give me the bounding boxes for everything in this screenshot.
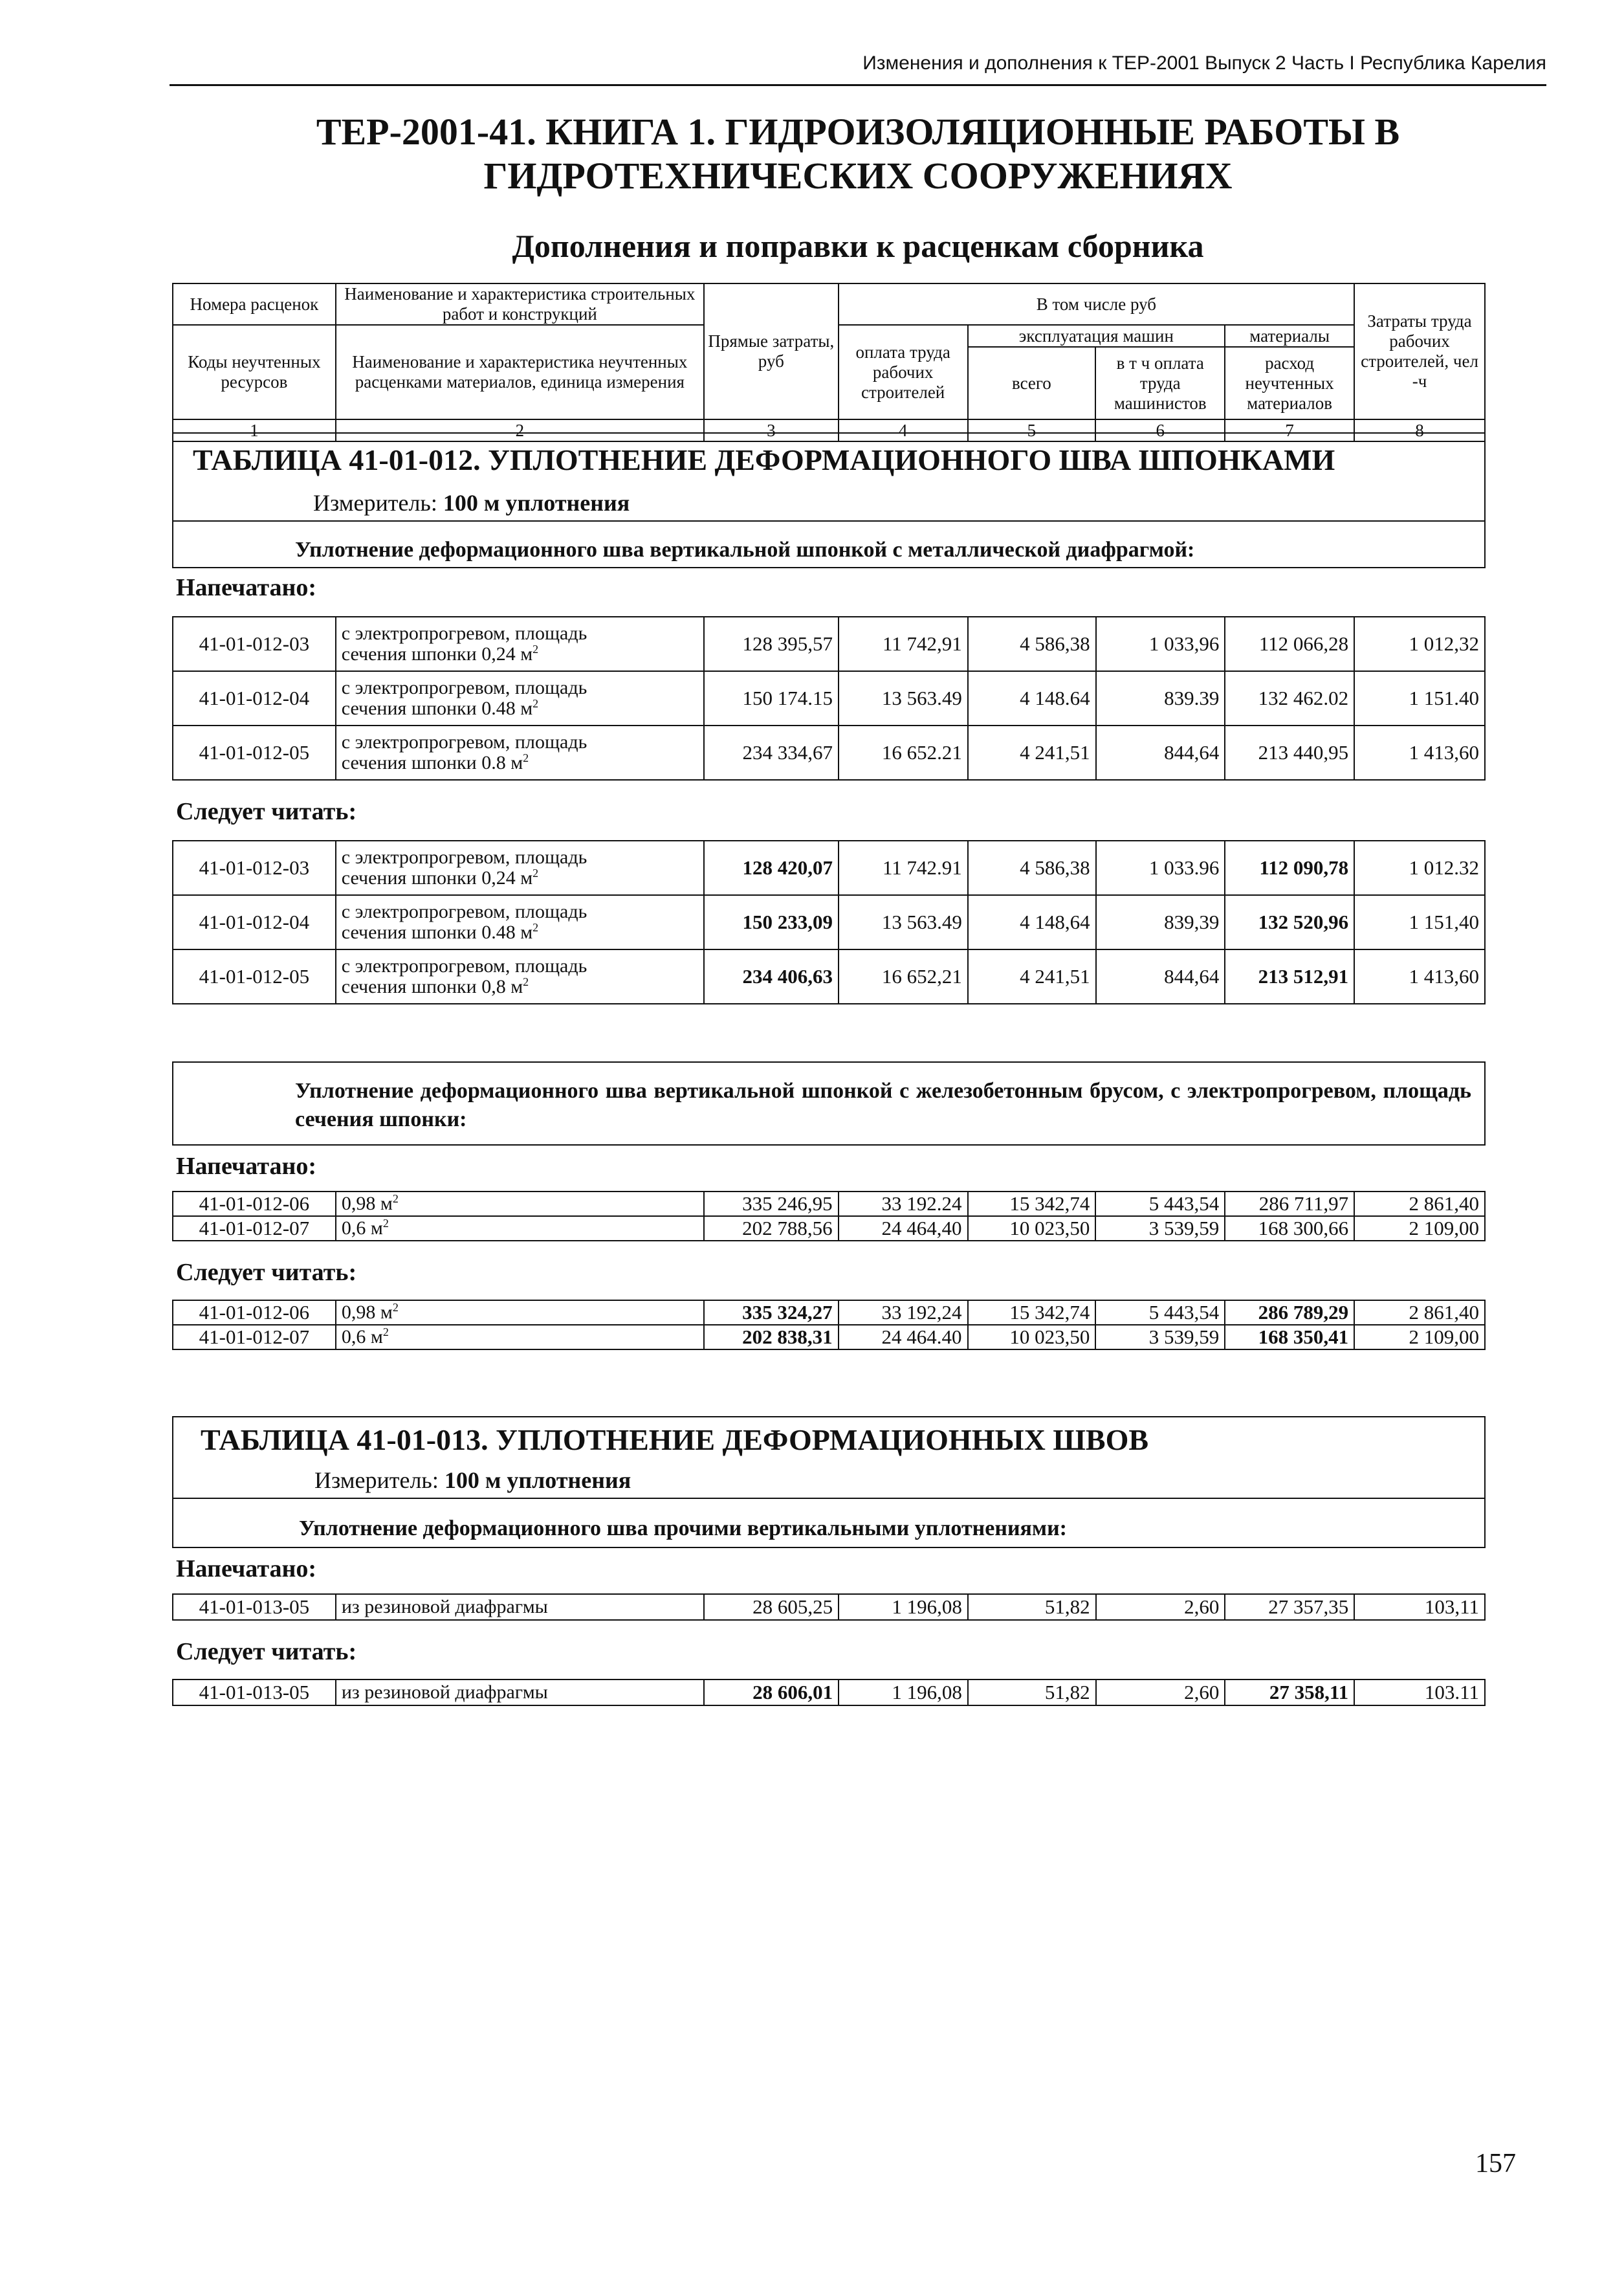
col-num: 4 [839, 419, 968, 441]
cell-rate-code: 41-01-012-03 [173, 841, 336, 895]
cell-machines-total: 4 241,51 [968, 949, 1096, 1004]
cell-description [336, 841, 704, 895]
table-row [173, 726, 1485, 780]
area-unit: м [520, 867, 533, 889]
cell-machines-total: 51,82 [968, 1680, 1096, 1705]
area-value: 0.48 [481, 922, 516, 943]
table-row [173, 1192, 1485, 1216]
area-value: 0,6 [341, 1326, 366, 1347]
col-num: 2 [336, 419, 704, 441]
area-unit-power: 2 [532, 921, 539, 934]
cell-rate-code: 41-01-013-05 [173, 1680, 336, 1705]
table-row [173, 841, 1485, 895]
cell-direct-costs: 234 406,63 [704, 949, 839, 1004]
cell-worker-pay: 16 652,21 [839, 949, 968, 1004]
cell-machinist-pay: 2,60 [1096, 1680, 1225, 1705]
cell-materials: 213 512,91 [1225, 949, 1354, 1004]
table-row [173, 1325, 1485, 1349]
area-unit: м [370, 1326, 383, 1347]
cell-labor: 1 151,40 [1354, 895, 1485, 949]
area-unit-power: 2 [523, 751, 529, 764]
header-labor: Затраты труда рабочих строителей, чел -ч [1354, 283, 1485, 419]
area-unit: м [520, 922, 533, 943]
table-row [173, 949, 1485, 1004]
cell-labor: 103,11 [1354, 1594, 1485, 1620]
area-value: 0,6 [341, 1217, 366, 1239]
area-unit-power: 2 [532, 643, 539, 656]
header-material-usage: расход неучтенных материалов [1225, 347, 1354, 419]
cell-worker-pay: 1 196,08 [839, 1594, 968, 1620]
desc-line-1: с электропрогревом, площадь [341, 901, 587, 922]
header-work-name: Наименование и характеристика строительных работ и конструкций [336, 283, 704, 325]
cell-description [336, 1300, 704, 1325]
cell-labor: 1 151.40 [1354, 671, 1485, 726]
cell-rate-code: 41-01-012-06 [173, 1300, 336, 1325]
table-013-title: ТАБЛИЦА 41-01-013. УПЛОТНЕНИЕ ДЕФОРМАЦИОННЫХ ШВОВ [201, 1423, 1149, 1456]
cell-description [336, 1216, 704, 1241]
running-head: Изменения и дополнения к ТЕР-2001 Выпуск 2 Часть I Республика Карелия [170, 50, 1546, 86]
cell-labor: 2 109,00 [1354, 1216, 1485, 1241]
printed-label: Напечатано: [176, 574, 316, 601]
cell-labor: 1 413,60 [1354, 949, 1485, 1004]
cell-worker-pay: 33 192,24 [839, 1300, 968, 1325]
printed-label: Напечатано: [176, 1153, 316, 1180]
cell-machinist-pay: 839.39 [1096, 671, 1225, 726]
area-unit-power: 2 [392, 1192, 399, 1205]
header-resource-codes: Коды неучтенных ресурсов [173, 325, 336, 419]
cell-machinist-pay: 839,39 [1096, 895, 1225, 949]
cell-materials: 112 066,28 [1225, 617, 1354, 671]
section3-read-table [172, 1679, 1486, 1706]
cell-rate-code: 41-01-012-04 [173, 895, 336, 949]
cell-materials: 168 300,66 [1225, 1216, 1354, 1241]
measure-value: 100 м уплотнения [444, 1467, 631, 1493]
cell-rate-code: 41-01-013-05 [173, 1594, 336, 1620]
table-013-subheading: Уплотнение деформационного шва прочими вертикальными уплотнениями: [299, 1516, 1067, 1540]
table-row [173, 671, 1485, 726]
area-unit: м [380, 1193, 393, 1214]
desc-line-2: сечения шпонки [341, 922, 477, 943]
area-value: 0.48 [481, 698, 516, 719]
col-num: 7 [1225, 419, 1354, 441]
cell-direct-costs: 28 605,25 [704, 1594, 839, 1620]
page-number: 157 [1475, 2149, 1516, 2179]
table-row [173, 895, 1485, 949]
cell-description [336, 1325, 704, 1349]
cell-worker-pay: 1 196,08 [839, 1680, 968, 1705]
section2-subheading: Уплотнение деформационного шва вертикальной шпонкой с железобетонным брусом, с электропрогревом, площадь сечения шпонки: [295, 1079, 1471, 1131]
area-value: 0,98 [341, 1193, 376, 1214]
cell-rate-code: 41-01-012-07 [173, 1325, 336, 1349]
page-title [170, 110, 1546, 198]
desc-line-1: с электропрогревом, площадь [341, 955, 587, 977]
table-012-measure [313, 489, 630, 516]
cell-worker-pay: 33 192.24 [839, 1192, 968, 1216]
cell-worker-pay: 13 563.49 [839, 671, 968, 726]
area-unit: м [380, 1302, 393, 1323]
area-unit: м [370, 1217, 383, 1239]
cell-description [336, 1192, 704, 1216]
col-num: 6 [1095, 419, 1225, 441]
area-unit-power: 2 [523, 975, 529, 988]
cell-machinist-pay: 3 539,59 [1095, 1216, 1225, 1241]
cell-materials: 168 350,41 [1225, 1325, 1354, 1349]
cell-materials: 286 789,29 [1225, 1300, 1354, 1325]
cell-worker-pay: 24 464,40 [839, 1216, 968, 1241]
cell-machines-total: 4 148.64 [968, 671, 1096, 726]
area-unit: м [520, 698, 533, 719]
cell-direct-costs: 335 246,95 [704, 1192, 839, 1216]
cell-description [336, 726, 704, 780]
header-direct-costs: Прямые затраты, руб [704, 283, 839, 419]
cell-labor: 1 012.32 [1354, 841, 1485, 895]
printed-label: Напечатано: [176, 1555, 316, 1582]
cell-rate-code: 41-01-012-06 [173, 1192, 336, 1216]
cell-machinist-pay: 844,64 [1096, 726, 1225, 780]
header-material-name: Наименование и характеристика неучтенных расценками материалов, единица измерения [336, 325, 704, 419]
table-row [173, 1680, 1485, 1705]
cell-rate-code: 41-01-012-07 [173, 1216, 336, 1241]
desc-line-2: сечения шпонки [341, 752, 477, 773]
table-row [173, 1300, 1485, 1325]
cell-labor: 2 861,40 [1354, 1300, 1485, 1325]
read-label: Следует читать: [176, 1259, 357, 1286]
cell-materials: 213 440,95 [1225, 726, 1354, 780]
title-line-2: ГИДРОТЕХНИЧЕСКИХ СООРУЖЕНИЯХ [483, 155, 1233, 197]
cell-machinist-pay: 1 033,96 [1096, 617, 1225, 671]
section3-printed-table [172, 1593, 1486, 1621]
cell-description [336, 617, 704, 671]
cell-machinist-pay: 844,64 [1096, 949, 1225, 1004]
cell-description [336, 671, 704, 726]
measure-value: 100 м уплотнения [443, 490, 630, 516]
cell-materials: 27 357,35 [1225, 1594, 1354, 1620]
cell-rate-code: 41-01-012-04 [173, 671, 336, 726]
cell-rate-code: 41-01-012-03 [173, 617, 336, 671]
area-unit: м [520, 643, 533, 665]
area-unit-power: 2 [532, 697, 539, 710]
table-013-measure [314, 1467, 631, 1494]
cell-direct-costs: 202 838,31 [704, 1325, 839, 1349]
area-unit-power: 2 [382, 1217, 389, 1230]
page-subtitle: Дополнения и поправки к расценкам сборника [512, 228, 1204, 264]
area-value: 0,24 [481, 867, 516, 889]
cell-machines-total: 15 342,74 [968, 1192, 1096, 1216]
area-value: 0,24 [481, 643, 516, 665]
cell-description [336, 895, 704, 949]
cell-rate-code: 41-01-012-05 [173, 949, 336, 1004]
desc-line-2: сечения шпонки [341, 643, 477, 665]
desc-line-1: с электропрогревом, площадь [341, 623, 587, 644]
cell-labor: 1 012,32 [1354, 617, 1485, 671]
desc-line-1: с электропрогревом, площадь [341, 731, 587, 753]
header-machines-total: всего [968, 347, 1096, 419]
area-value: 0,98 [341, 1302, 376, 1323]
section1-printed-table [172, 616, 1486, 781]
table-row [173, 617, 1485, 671]
divider [172, 1498, 1486, 1499]
cell-machines-total: 4 586,38 [968, 841, 1096, 895]
cell-labor: 103.11 [1354, 1680, 1485, 1705]
cell-materials: 132 462.02 [1225, 671, 1354, 726]
desc-line-1: с электропрогревом, площадь [341, 847, 587, 868]
cell-direct-costs: 128 420,07 [704, 841, 839, 895]
cell-worker-pay: 11 742.91 [839, 841, 968, 895]
divider [172, 520, 1486, 522]
cell-machines-total: 10 023,50 [968, 1325, 1096, 1349]
cell-rate-code: 41-01-012-05 [173, 726, 336, 780]
cell-worker-pay: 13 563.49 [839, 895, 968, 949]
table-012-title: ТАБЛИЦА 41-01-012. УПЛОТНЕНИЕ ДЕФОРМАЦИОННОГО ШВА ШПОНКАМИ [193, 443, 1335, 476]
header-machines: эксплуатация машин [968, 325, 1225, 347]
cell-machines-total: 4 241,51 [968, 726, 1096, 780]
header-rate-numbers: Номера расценок [173, 283, 336, 325]
cell-worker-pay: 16 652.21 [839, 726, 968, 780]
cell-direct-costs: 202 788,56 [704, 1216, 839, 1241]
cell-materials: 27 358,11 [1225, 1680, 1354, 1705]
cell-description: из резиновой диафрагмы [336, 1680, 704, 1705]
cell-description [336, 949, 704, 1004]
cell-labor: 1 413,60 [1354, 726, 1485, 780]
table-row [173, 1594, 1485, 1620]
cell-labor: 2 109,00 [1354, 1325, 1485, 1349]
cell-machinist-pay: 3 539,59 [1095, 1325, 1225, 1349]
cell-direct-costs: 150 233,09 [704, 895, 839, 949]
section2-printed-table [172, 1191, 1486, 1241]
col-num: 1 [173, 419, 336, 441]
area-unit: м [510, 976, 523, 997]
section2-read-table [172, 1300, 1486, 1350]
table-012-subheading: Уплотнение деформационного шва вертикальной шпонкой с металлической диафрагмой: [295, 538, 1195, 562]
area-unit-power: 2 [382, 1325, 389, 1338]
area-value: 0.8 [481, 752, 506, 773]
cell-direct-costs: 28 606,01 [704, 1680, 839, 1705]
section1-read-table [172, 840, 1486, 1004]
header-materials: материалы [1225, 325, 1354, 347]
cell-machinist-pay: 2,60 [1096, 1594, 1225, 1620]
header-worker-pay: оплата труда рабочих строителей [839, 325, 968, 419]
area-value: 0,8 [481, 976, 506, 997]
cell-materials: 132 520,96 [1225, 895, 1354, 949]
cell-machines-total: 4 148,64 [968, 895, 1096, 949]
cell-labor: 2 861,40 [1354, 1192, 1485, 1216]
desc-line-2: сечения шпонки [341, 867, 477, 889]
cell-materials: 112 090,78 [1225, 841, 1354, 895]
cell-worker-pay: 11 742,91 [839, 617, 968, 671]
cell-direct-costs: 150 174.15 [704, 671, 839, 726]
header-including: В том числе руб [839, 283, 1354, 325]
header-machinist-pay: в т ч оплата труда машинистов [1095, 347, 1225, 419]
col-num: 8 [1354, 419, 1485, 441]
desc-line-1: с электропрогревом, площадь [341, 677, 587, 698]
cell-materials: 286 711,97 [1225, 1192, 1354, 1216]
title-line-1: ТЕР-2001-41. КНИГА 1. ГИДРОИЗОЛЯЦИОННЫЕ РАБОТЫ В [316, 111, 1400, 153]
area-unit: м [510, 752, 523, 773]
cell-machinist-pay: 5 443,54 [1095, 1192, 1225, 1216]
table-row [173, 1216, 1485, 1241]
cell-machinist-pay: 5 443,54 [1095, 1300, 1225, 1325]
cell-machines-total: 4 586,38 [968, 617, 1096, 671]
cell-machines-total: 51,82 [968, 1594, 1096, 1620]
cell-machinist-pay: 1 033.96 [1096, 841, 1225, 895]
cell-direct-costs: 234 334,67 [704, 726, 839, 780]
cell-direct-costs: 128 395,57 [704, 617, 839, 671]
column-header-table [172, 283, 1486, 442]
cell-description: из резиновой диафрагмы [336, 1594, 704, 1620]
desc-line-2: сечения шпонки [341, 698, 477, 719]
cell-direct-costs: 335 324,27 [704, 1300, 839, 1325]
read-label: Следует читать: [176, 798, 357, 825]
col-num: 3 [704, 419, 839, 441]
cell-worker-pay: 24 464.40 [839, 1325, 968, 1349]
area-unit-power: 2 [532, 867, 539, 880]
cell-machines-total: 10 023,50 [968, 1216, 1096, 1241]
measure-label: Измеритель: [314, 1467, 439, 1493]
col-num: 5 [968, 419, 1096, 441]
area-unit-power: 2 [392, 1301, 399, 1314]
desc-line-2: сечения шпонки [341, 976, 477, 997]
read-label: Следует читать: [176, 1638, 357, 1665]
cell-machines-total: 15 342,74 [968, 1300, 1096, 1325]
measure-label: Измеритель: [313, 490, 437, 516]
